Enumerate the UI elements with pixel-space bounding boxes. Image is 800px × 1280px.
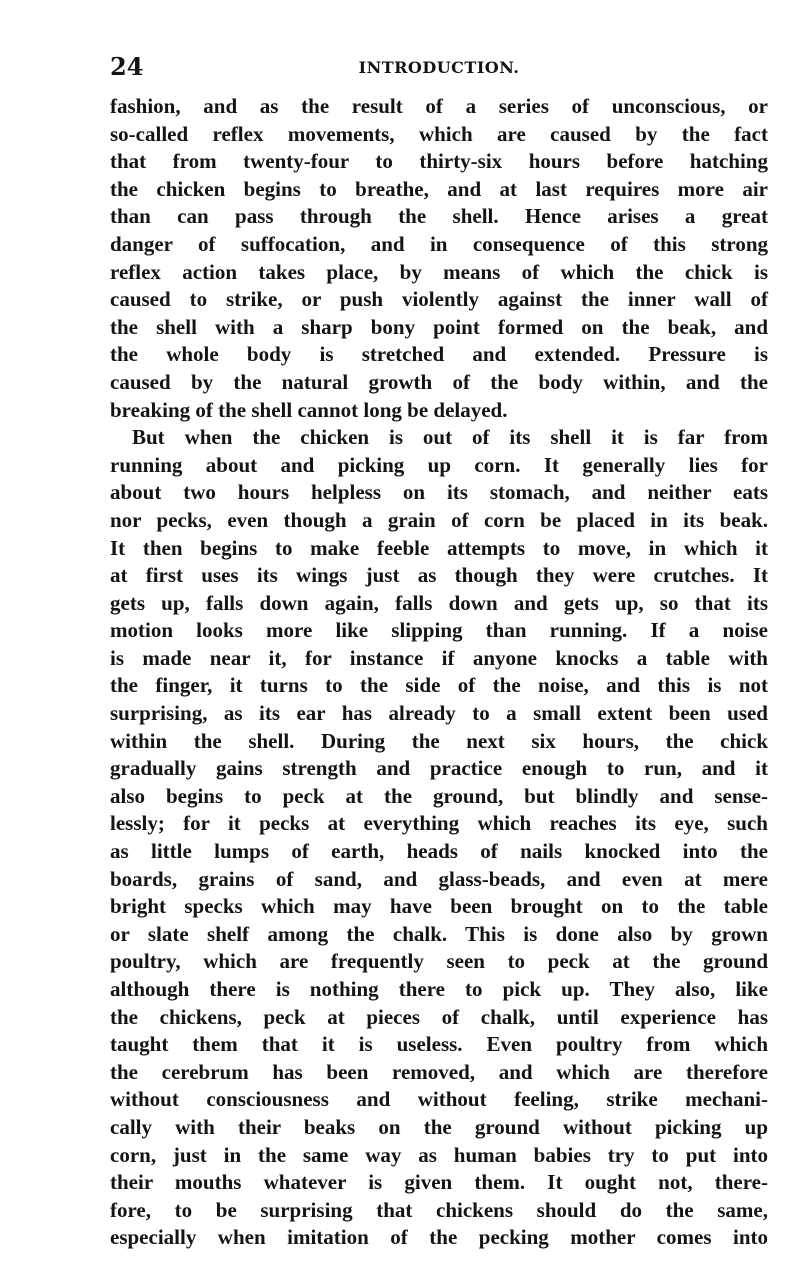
text-line: the chicken begins to breathe, and at last requires more air: [110, 176, 768, 201]
text-line: the shell with a sharp bony point formed on the beak, and: [110, 314, 768, 339]
text-line: that from twenty-four to thirty-six hours before hatching: [110, 149, 768, 174]
text-line: reflex action takes place, by means of which the chick is: [110, 259, 768, 284]
text-line: so-called reflex movements, which are caused by the fact: [110, 121, 768, 146]
text-line: or slate shelf among the chalk. This is done also by grown: [110, 921, 768, 946]
text-line: running about and picking up corn. It generally lies for: [110, 452, 768, 477]
text-line: the chickens, peck at pieces of chalk, until experience has: [110, 1004, 768, 1029]
text-line: also begins to peck at the ground, but blindly and sense-: [110, 783, 768, 808]
text-line: boards, grains of sand, and glass-beads, and even at mere: [110, 866, 768, 891]
text-line: at first uses its wings just as though they were crutches. It: [110, 563, 768, 588]
text-line: lessly; for it pecks at everything which reaches its eye, such: [110, 811, 768, 836]
text-line: poultry, which are frequently seen to peck at the ground: [110, 949, 768, 974]
text-line: the finger, it turns to the side of the noise, and this is not: [110, 673, 768, 698]
text-line: about two hours helpless on its stomach, and neither eats: [110, 480, 768, 505]
text-line: It then begins to make feeble attempts to move, in which it: [110, 535, 768, 560]
text-line: nor pecks, even though a grain of corn be placed in its beak.: [110, 507, 768, 532]
paragraph-first-line: But when the chicken is out of its shell it is far from: [132, 425, 768, 450]
text-line: bright specks which may have been brought on to the table: [110, 894, 768, 919]
text-line: caused by the natural growth of the body within, and the: [110, 369, 768, 394]
text-line: fashion, and as the result of a series of unconscious, or: [110, 94, 768, 118]
running-head: [110, 52, 768, 82]
text-line: fore, to be surprising that chickens should do the same,: [110, 1197, 768, 1222]
text-line: danger of suffocation, and in consequence of this strong: [110, 231, 768, 256]
body-text: [110, 93, 768, 1252]
text-line: cally with their beaks on the ground without picking up: [110, 1114, 768, 1139]
text-line: surprising, as its ear has already to a small extent been used: [110, 701, 768, 726]
running-title: INTRODUCTION.: [358, 58, 520, 77]
text-line: although there is nothing there to pick up. They also, like: [110, 977, 768, 1001]
text-line: taught them that it is useless. Even poultry from which: [110, 1032, 768, 1057]
text-line: within the shell. During the next six hours, the chick: [110, 728, 768, 753]
text-line: motion looks more like slipping than running. If a noise: [110, 618, 768, 643]
text-line: than can pass through the shell. Hence arises a great: [110, 204, 768, 229]
text-line: caused to strike, or push violently against the inner wall of: [110, 287, 768, 312]
text-line: their mouths whatever is given them. It ought not, there-: [110, 1170, 768, 1195]
text-line: the cerebrum has been removed, and which are therefore: [110, 1059, 768, 1084]
text-line: corn, just in the same way as human babies try to put into: [110, 1142, 768, 1167]
text-line: gradually gains strength and practice enough to run, and it: [110, 756, 768, 781]
text-line: the whole body is stretched and extended. Pressure is: [110, 342, 768, 367]
page-number: 24: [110, 52, 144, 81]
text-line: is made near it, for instance if anyone knocks a table with: [110, 645, 768, 670]
text-line: without consciousness and without feeling, strike mechani-: [110, 1087, 768, 1112]
text-line: as little lumps of earth, heads of nails knocked into the: [110, 839, 768, 864]
text-line: gets up, falls down again, falls down and gets up, so that its: [110, 590, 768, 615]
text-line: especially when imitation of the pecking mother comes into: [110, 1225, 768, 1250]
text-line: breaking of the shell cannot long be delayed.: [110, 397, 508, 422]
